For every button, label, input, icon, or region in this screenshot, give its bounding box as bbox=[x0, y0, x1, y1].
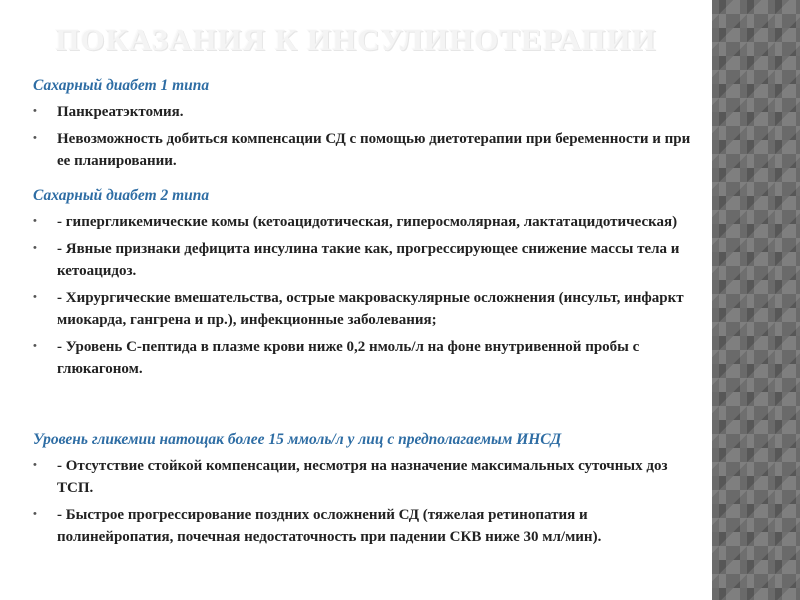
section-heading: Сахарный диабет 2 типа bbox=[33, 187, 210, 204]
list-item: • Невозможность добиться компенсации СД с помощью диетотерапии при беременности и при ее планировании. bbox=[33, 128, 703, 172]
bullet-list bbox=[33, 211, 703, 380]
section-dm2 bbox=[33, 186, 703, 380]
list-item: • - Быстрое прогрессирование поздних осложнений СД (тяжелая ретинопатия и полинейропатия, почечная недостаточность при падении СКВ ниже 30 мл/мин). bbox=[33, 504, 703, 548]
slide-title: ПОКАЗАНИЯ К ИНСУЛИНОТЕРАПИИ bbox=[55, 22, 657, 57]
section-glycemia bbox=[33, 430, 703, 548]
decorative-sidebar bbox=[712, 0, 800, 600]
bullet-list bbox=[33, 101, 703, 172]
bullet-list bbox=[33, 455, 703, 548]
section-heading: Сахарный диабет 1 типа bbox=[33, 77, 210, 94]
section-heading: Уровень гликемии натощак более 15 ммоль/л у лиц с предполагаемым ИНСД bbox=[33, 431, 562, 448]
list-item: • - гипергликемические комы (кетоацидотическая, гиперосмолярная, лактатацидотическая) bbox=[33, 211, 703, 233]
list-item: • Панкреатэктомия. bbox=[33, 101, 703, 123]
list-item: • - Уровень С-пептида в плазме крови ниже 0,2 нмоль/л на фоне внутривенной пробы с глюкагоном. bbox=[33, 336, 703, 380]
section-dm1 bbox=[33, 76, 703, 172]
slide-content bbox=[33, 76, 703, 548]
list-item: • - Отсутствие стойкой компенсации, несмотря на назначение максимальных суточных доз ТСП. bbox=[33, 455, 703, 499]
list-item: • - Явные признаки дефицита инсулина такие как, прогрессирующее снижение массы тела и кетоацидоз. bbox=[33, 238, 703, 282]
list-item: • - Хирургические вмешательства, острые макроваскулярные осложнения (инсульт, инфаркт миокарда, гангрена и пр.), инфекционные заболевания; bbox=[33, 287, 703, 331]
